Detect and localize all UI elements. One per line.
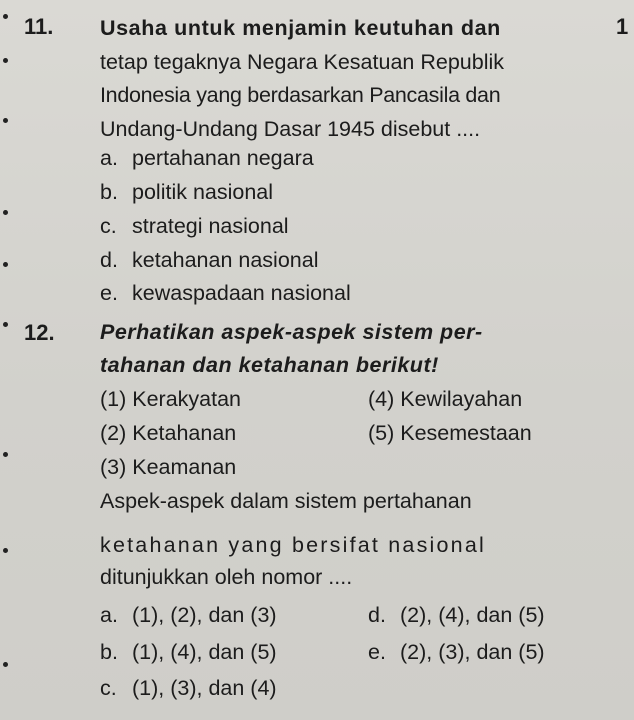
aspect-item: (3) Keamanan xyxy=(100,455,237,479)
answer-option[interactable] xyxy=(100,146,314,170)
answer-option[interactable] xyxy=(100,180,273,204)
question-number: 12. xyxy=(24,320,55,345)
aspect-item: (5) Kesemestaan xyxy=(368,421,532,445)
question-number: 11. xyxy=(24,14,54,39)
question-stem-line: Usaha untuk menjamin keutuhan dan xyxy=(100,16,501,40)
answer-option[interactable] xyxy=(100,214,289,238)
option-letter: b. xyxy=(100,180,118,204)
question-intro-line: Perhatikan aspek-aspek sistem per- xyxy=(100,320,483,344)
option-letter: c. xyxy=(100,214,117,238)
option-text: (1), (2), dan (3) xyxy=(132,603,277,627)
question-text-line: ditunjukkan oleh nomor .... xyxy=(100,565,353,589)
answer-option[interactable] xyxy=(100,248,319,272)
binding-dot xyxy=(3,58,8,63)
option-letter: b. xyxy=(100,640,118,664)
binding-dot xyxy=(3,662,8,667)
option-letter: d. xyxy=(368,603,386,627)
answer-option[interactable] xyxy=(100,603,277,627)
aspect-item: (2) Ketahanan xyxy=(100,421,237,445)
answer-option[interactable] xyxy=(368,603,545,627)
binding-dot xyxy=(3,118,8,123)
option-text: kewaspadaan nasional xyxy=(132,281,351,305)
option-text: (1), (3), dan (4) xyxy=(132,676,277,700)
answer-option[interactable] xyxy=(100,640,277,664)
option-text: (1), (4), dan (5) xyxy=(132,640,277,664)
binding-dot xyxy=(3,548,8,553)
answer-option[interactable] xyxy=(100,676,277,700)
binding-dot xyxy=(3,452,8,457)
binding-dot xyxy=(3,210,8,215)
binding-dots xyxy=(0,0,12,720)
answer-option[interactable] xyxy=(368,640,545,664)
binding-dot xyxy=(3,322,8,327)
option-letter: e. xyxy=(100,281,118,305)
option-letter: a. xyxy=(100,603,118,627)
question-text-line: Aspek-aspek dalam sistem pertahanan xyxy=(100,489,472,513)
option-letter: a. xyxy=(100,146,118,170)
question-text-line: ketahanan yang bersifat nasional xyxy=(100,533,486,557)
question-intro-line: tahanan dan ketahanan berikut! xyxy=(100,353,439,377)
option-text: ketahanan nasional xyxy=(132,248,319,272)
option-text: (2), (3), dan (5) xyxy=(400,640,545,664)
option-letter: c. xyxy=(100,676,117,700)
aspect-item: (4) Kewilayahan xyxy=(368,387,523,411)
option-text: strategi nasional xyxy=(132,214,289,238)
question-stem-line: tetap tegaknya Negara Kesatuan Republik xyxy=(100,50,504,74)
option-text: (2), (4), dan (5) xyxy=(400,603,545,627)
binding-dot xyxy=(3,14,8,19)
question-stem-line: Indonesia yang berdasarkan Pancasila dan xyxy=(100,83,501,107)
binding-dot xyxy=(3,262,8,267)
option-letter: d. xyxy=(100,248,118,272)
aspect-item: (1) Kerakyatan xyxy=(100,387,242,411)
question-stem-line: Undang-Undang Dasar 1945 disebut .... xyxy=(100,117,481,141)
option-text: pertahanan negara xyxy=(132,146,314,170)
answer-option[interactable] xyxy=(100,281,351,305)
side-number: 1 xyxy=(616,14,629,39)
option-letter: e. xyxy=(368,640,386,664)
option-text: politik nasional xyxy=(132,180,274,204)
